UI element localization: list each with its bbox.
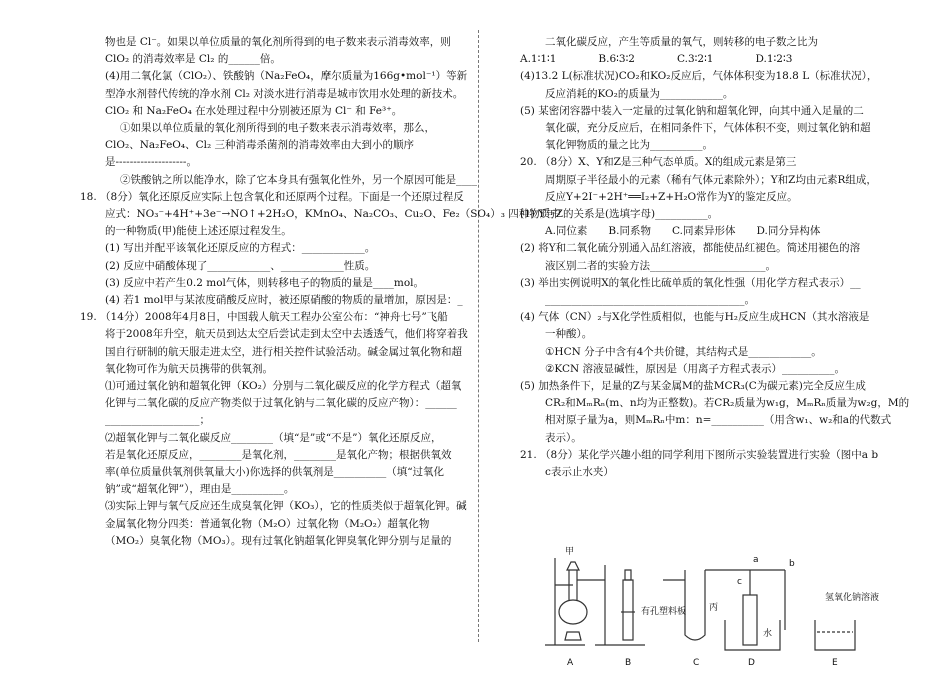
column-divider bbox=[478, 30, 479, 642]
text-line: 氧化钾物质的量之比为__________。 bbox=[545, 139, 713, 152]
round-flask bbox=[559, 600, 587, 624]
text-line: 是--------------------。 bbox=[105, 156, 197, 169]
apparatus-diagram bbox=[545, 540, 885, 670]
beaker-e bbox=[815, 620, 855, 650]
text-line: 型净水剂替代传统的净水剂 Cl₂ 对淡水进行消毒是城市饮用水处理的新技术。 bbox=[105, 87, 464, 100]
label-B: B bbox=[625, 658, 632, 668]
text-line: (1) Y与Z的关系是(选填字母)__________。 bbox=[520, 208, 719, 221]
apparatus-figure bbox=[545, 540, 885, 670]
text-line: ⑴可通过氧化钠和超氧化钾（KO₂）分别与二氧化碳反应的化学方程式（超氧 bbox=[105, 380, 462, 393]
text-line: ②铁酸钠之所以能净水，除了它本身具有强氧化性外，另一个原因可能是____ bbox=[120, 173, 477, 186]
tube-b bbox=[623, 580, 633, 640]
funnel-b bbox=[625, 570, 631, 580]
label-jia: 甲 bbox=[565, 547, 575, 557]
text-line: ②KCN 溶液显碱性，原因是（用离子方程式表示）__________。 bbox=[545, 362, 846, 375]
text-line: (3) 反应中若产生0.2 mol气体，则转移电子的物质的量是____mol。 bbox=[105, 276, 425, 289]
right-column bbox=[520, 34, 910, 481]
text-line: (4)13.2 L(标准状况)CO₂和KO₂反应后，气体体积变为18.8 L（标准状况）， bbox=[520, 70, 878, 83]
text-line: 金属氧化物分四类：普通氧化物（M₂O）过氧化物（M₂O₂）超氧化物 bbox=[105, 517, 430, 530]
label-a: a bbox=[753, 555, 759, 565]
left-column bbox=[80, 34, 561, 550]
text-line: 国自行研制的航天服走进太空，进行相关控件试验活动。碱金属过氧化物和超 bbox=[105, 345, 462, 358]
text-line: 表示）。 bbox=[545, 431, 582, 444]
separatory-funnel bbox=[567, 562, 579, 570]
text-line: (4) 气体（CN）₂与X化学性质相似，也能与H₂反应生成HCN（其水溶液是 bbox=[520, 311, 870, 324]
text-line: (2) 反应中硝酸体现了____________、____________性质。 bbox=[105, 259, 376, 272]
text-line: （MO₂）臭氧化物（MO₃）。现有过氧化钠超氧化钾臭氧化钾分别与足量的 bbox=[105, 534, 452, 547]
label-water: 水 bbox=[763, 629, 773, 639]
test-tube-d bbox=[743, 595, 757, 645]
text-line: 物也是 Cl⁻。如果以单位质量的氧化剂所得到的电子数来表示消毒效率，则 bbox=[105, 36, 451, 48]
label-D: D bbox=[748, 658, 755, 668]
text-line: (4)用二氧化氯（ClO₂）、铁酸钠（Na₂FeO₄，摩尔质量为166g•mol⁻¹）等新 bbox=[105, 70, 468, 83]
text-line: 化钾与二氧化碳的反应产物类似于过氧化钠与二氧化碳的反应产物）：______ bbox=[105, 397, 457, 410]
label-plate: 有孔塑料板 bbox=[641, 607, 687, 617]
label-naoh: 氢氧化钠溶液 bbox=[825, 593, 880, 603]
text-line: 氧化物可作为航天员携带的供氧剂。 bbox=[105, 362, 273, 375]
label-A: A bbox=[567, 658, 574, 668]
question-20-title: 20. （8分）X、Y和Z是三种气态单质。X的组成元素是第三 bbox=[520, 156, 797, 169]
text-line: 二氧化碳反应，产生等质量的氧气，则转移的电子数之比为 bbox=[545, 36, 818, 48]
text-line: ⑶实际上钾与氧气反应还生成臭氧化钾（KO₃），它的性质类似于超氧化钾。碱 bbox=[105, 500, 467, 513]
question-19-title: 19. （14分）2008年4月8日，中国载人航天工程办公室公布：“神舟七号”飞船 bbox=[80, 311, 448, 324]
text-line: (3) 举出实例说明X的氧化性比硫单质的氧化性强（用化学方程式表示）__ bbox=[520, 276, 861, 289]
choice-line: A.同位素 B.同系物 C.同素异形体 D.同分异构体 bbox=[545, 225, 821, 238]
text-line: ①如果以单位质量的氧化剂所得到的电子数来表示消毒效率，那么， bbox=[120, 122, 435, 135]
text-line: ①HCN 分子中含有4个共价键，其结构式是____________。 bbox=[545, 345, 822, 358]
text-line: 一种酸）。 bbox=[545, 328, 593, 341]
text-line: 周期原子半径最小的元素（稀有气体元素除外）；Y和Z均由元素R组成， bbox=[545, 173, 877, 186]
text-line: c表示止水夹） bbox=[545, 466, 614, 479]
text-line: ⑵超氧化钾与二氧化碳反应________（填“是”或“不是”）氧化还原反应， bbox=[105, 431, 442, 444]
text-line: 钠”或“超氧化钾”），理由是__________。 bbox=[105, 483, 295, 496]
label-bing: 丙 bbox=[709, 603, 719, 613]
text-line: 率(单位质量供氧剂供氧量大小)你选择的供氧剂是__________（填“过氧化 bbox=[105, 466, 445, 479]
text-line: (5) 某密闭容器中装入一定量的过氧化钠和超氧化钾，向其中通入足量的二 bbox=[520, 104, 864, 117]
alcohol-burner bbox=[565, 632, 581, 640]
text-line: __________________； bbox=[105, 414, 210, 427]
text-line: ClO₂ 的消毒效率是 Cl₂ 的______倍。 bbox=[105, 53, 281, 66]
text-line: 若是氧化还原反应，________是氧化剂，________是氧化产物；根据供氧效 bbox=[105, 448, 452, 461]
text-line: 的一种物质(甲)能使上述还原过程发生。 bbox=[105, 225, 292, 238]
u-tube bbox=[685, 570, 705, 640]
label-c: c bbox=[737, 577, 742, 587]
text-line: 应式：NO₃⁻+4H⁺+3e⁻→NO↑+2H₂O，KMnO₄、Na₂CO₃、Cu₂O、Fe₂（SO₄）₃ 四种物质中 bbox=[105, 208, 561, 221]
text-line: 相对原子量为a，则MₘRₙ中m：n=__________（用含w₁、w₂和a的代数式 bbox=[545, 414, 892, 427]
label-C: C bbox=[693, 658, 700, 668]
label-b: b bbox=[789, 559, 795, 569]
text-line: 液区别二者的实验方法______________________。 bbox=[545, 259, 776, 272]
text-line: (1) 写出并配平该氧化还原反应的方程式：____________。 bbox=[105, 242, 376, 255]
question-21-title: 21. （8分）某化学兴趣小组的同学利用下图所示实验装置进行实验（图中a b bbox=[520, 448, 879, 461]
choice-line: A.1∶1∶1 B.6∶3∶2 C.3∶2∶1 D.1∶2∶3 bbox=[520, 53, 793, 66]
text-line: 反应Y+2I⁻+2H⁺══I₂+Z+H₂O常作为Y的鉴定反应。 bbox=[545, 190, 798, 203]
text-line: 反应消耗的KO₂的质量为____________。 bbox=[545, 87, 734, 100]
text-line: (4) 若1 mol甲与某浓度硝酸反应时，被还原硝酸的物质的量增加，原因是：_ bbox=[105, 294, 463, 307]
text-line: ClO₂、Na₂FeO₄、Cl₂ 三种消毒杀菌剂的消毒效率由大到小的顺序 bbox=[105, 139, 415, 152]
text-line: CR₂和MₘRₙ(m、n均为正整数)。若CR₂质量为w₁g，MₘRₙ质量为w₂g，M的 bbox=[545, 397, 910, 410]
text-line: 将于2008年升空，航天员到达太空后尝试走到太空中去透透气，他们将穿着我 bbox=[105, 328, 468, 341]
text-line: (2) 将Y和二氧化硫分别通入品红溶液，都能使品红褪色。简述用褪色的溶 bbox=[520, 242, 861, 255]
text-line: ClO₂ 和 Na₂FeO₄ 在水处理过程中分别被还原为 Cl⁻ 和 Fe³⁺。 bbox=[105, 104, 403, 117]
text-line: 氧化碳，充分反应后，在相同条件下，气体体积不变，则过氧化钠和超 bbox=[545, 122, 871, 135]
label-E: E bbox=[832, 658, 838, 668]
text-line: (5) 加热条件下，足量的Z与某金属M的盐MCR₃(C为碳元素)完全反应生成 bbox=[520, 380, 866, 393]
question-18-title: 18. （8分）氧化还原反应实际上包含氧化和还原两个过程。下面是一个还原过程反 bbox=[80, 190, 464, 203]
text-line: ______________________________________。 bbox=[545, 294, 755, 307]
